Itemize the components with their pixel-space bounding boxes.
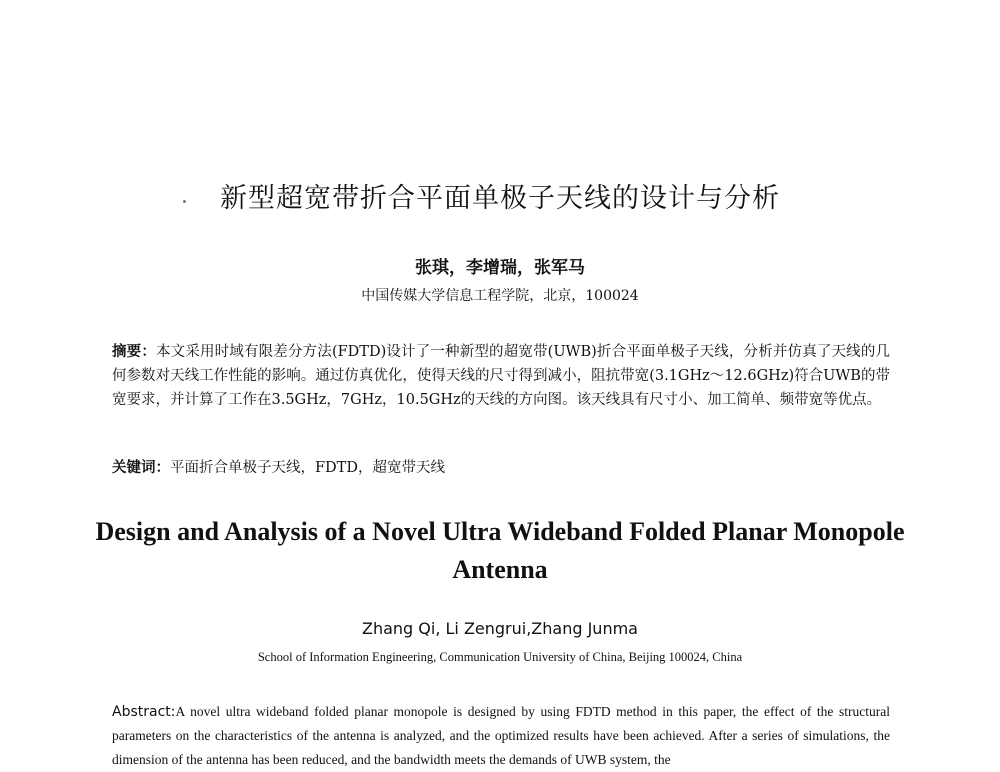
- english-authors: Zhang Qi, Li Zengrui,Zhang Junma: [362, 619, 638, 638]
- english-abstract: [112, 700, 890, 772]
- english-abstract-label: Abstract:: [112, 704, 176, 720]
- chinese-authors: 张琪，李增瑞，张军马: [415, 258, 585, 278]
- chinese-title: 新型超宽带折合平面单极子天线的设计与分析: [220, 183, 780, 214]
- chinese-abstract: [112, 340, 890, 412]
- english-affiliation: School of Information Engineering, Communication University of China, Beijing 100024, China: [257, 650, 743, 664]
- chinese-affiliation: 中国传媒大学信息工程学院，北京，100024: [361, 288, 639, 304]
- english-title: Design and Analysis of a Novel Ultra Wideband Folded Planar Monopole Antenna: [95, 517, 905, 584]
- chinese-keywords-text: 平面折合单极子天线，FDTD，超宽带天线: [170, 460, 445, 476]
- english-abstract-text: A novel ultra wideband folded planar monopole is designed by using FDTD method in this paper, the effect of the structural parameters on the characteristics of the antenna is analyzed, and the optimized results have been achieved. After a series of simulations, the dimension of the antenna has been reduced, and the bandwidth meets the demands of UWB system, the: [112, 704, 890, 767]
- chinese-abstract-label: 摘要：: [112, 343, 156, 360]
- chinese-keywords-label: 关键词：: [112, 459, 170, 476]
- chinese-keywords: [112, 458, 890, 478]
- chinese-abstract-text: 本文采用时域有限差分方法(FDTD)设计了一种新型的超宽带(UWB)折合平面单极子天线，分析并仿真了天线的几何参数对天线工作性能的影响。通过仿真优化，使得天线的尺寸得到减小，阻抗带宽(3.1GHz～12.6GHz)符合UWB的带宽要求，并计算了工作在3.5GHz，7GHz，10.5GHz的天线的方向图。该天线具有尺寸小、加工简单、频带宽等优点。: [112, 344, 891, 408]
